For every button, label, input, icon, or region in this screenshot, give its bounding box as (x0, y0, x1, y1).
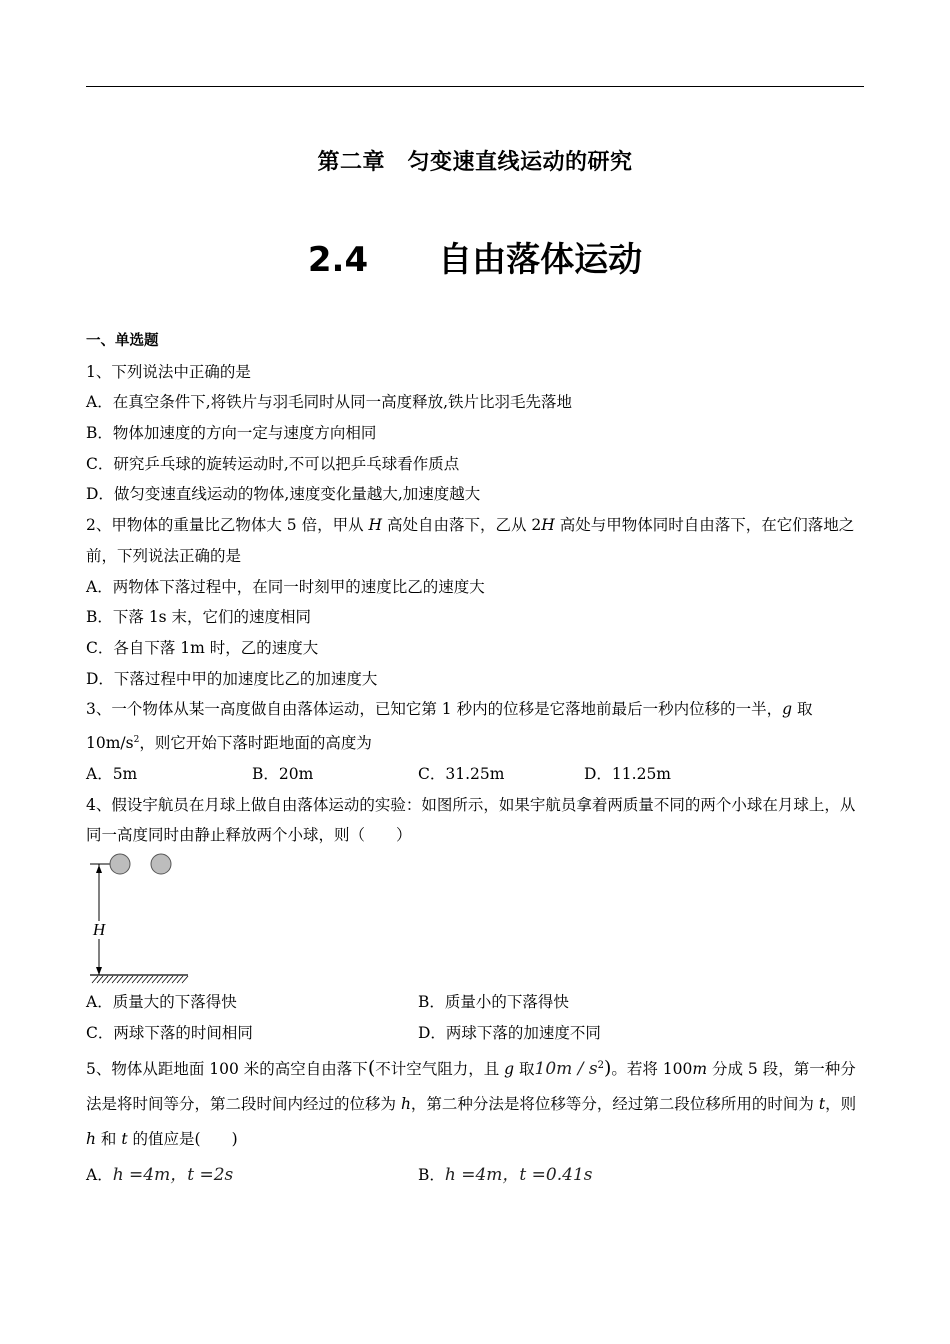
question-4-option-a: A．质量大的下落得快 (86, 992, 237, 1011)
question-3-option-d: D．11.25m (584, 764, 671, 783)
question-4-option-d: D．两球下落的加速度不同 (418, 1023, 601, 1042)
question-2-option-c: C．各自下落 1m 时，乙的速度大 (86, 638, 319, 657)
section-heading: 一、单选题 (86, 333, 159, 349)
question-4-options-row-2 (86, 1018, 866, 1049)
question-4-figure (86, 851, 866, 987)
question-2-option-a: A．两物体下落过程中，在同一时刻甲的速度比乙的速度大 (86, 577, 485, 596)
question-1-option-c: C．研究乒乓球的旋转运动时,不可以把乒乓球看作质点 (86, 454, 460, 473)
question-5-stem: 5、物体从距地面 100 米的高空自由落下(不计空气阻力，且 g 取$10m / s^2$)。若将 100m 分成 5 段，第一种分法是将时间等分，第二段时间内经过的位移为 h，第二种分法是将位移等分，经过第二段位移所用的时间为 t，则 h 和 t 的值应是( ) (86, 1057, 857, 1149)
question-5-options (86, 1157, 866, 1193)
question-4-option-b: B．质量小的下落得快 (418, 992, 569, 1011)
question-4-options-row-1 (86, 987, 866, 1018)
question-3-option-c: C．31.25m (418, 764, 505, 783)
question-2-option-b: B．下落 1s 末，它们的速度相同 (86, 608, 312, 627)
question-1-stem: 1、下列说法中正确的是 (86, 362, 251, 381)
falling-balls-diagram (86, 851, 206, 987)
height-label: H (92, 919, 106, 939)
question-5-option-a: A．h =4m，t =2s (86, 1165, 234, 1186)
question-4-stem: 4、假设宇航员在月球上做自由落体运动的实验：如图所示，如果宇航员拿着两质量不同的两个小球在月球上，从同一高度同时由静止释放两个小球，则（ ） (86, 795, 856, 845)
question-1-option-d: D．做匀变速直线运动的物体,速度变化量越大,加速度越大 (86, 485, 481, 504)
document-body (86, 326, 866, 1193)
question-3-options (86, 759, 866, 790)
question-3-option-b: B．20m (252, 764, 314, 783)
section-number: 2.4 (307, 240, 369, 280)
question-3-stem: 3、一个物体从某一高度做自由落体运动，已知它第 1 秒内的位移是它落地前最后一秒内位移的一半，g 取 $10m/s^2$，则它开始下落时距地面的高度为 (86, 700, 813, 753)
ball-1 (110, 854, 130, 874)
question-1-option-b: B．物体加速度的方向一定与速度方向相同 (86, 424, 377, 443)
question-4-option-c: C．两球下落的时间相同 (86, 1023, 253, 1042)
question-3-option-a: A．5m (86, 764, 138, 783)
question-2-option-d: D．下落过程中甲的加速度比乙的加速度大 (86, 669, 378, 688)
header-rule (86, 86, 864, 87)
section-title (0, 232, 950, 281)
ball-2 (151, 854, 171, 874)
section-name: 自由落体运动 (438, 240, 643, 280)
question-5-option-b: B．h =4m，t =0.41s (418, 1165, 593, 1186)
question-1-option-a: A．在真空条件下,将铁片与羽毛同时从同一高度释放,铁片比羽毛先落地 (86, 393, 573, 412)
question-2-stem: 2、甲物体的重量比乙物体大 5 倍，甲从 H 高处自由落下，乙从 2H 高处与甲物体同时自由落下，在它们落地之前，下列说法正确的是 (86, 516, 855, 565)
chapter-title: 第二章 匀变速直线运动的研究 (317, 150, 633, 175)
